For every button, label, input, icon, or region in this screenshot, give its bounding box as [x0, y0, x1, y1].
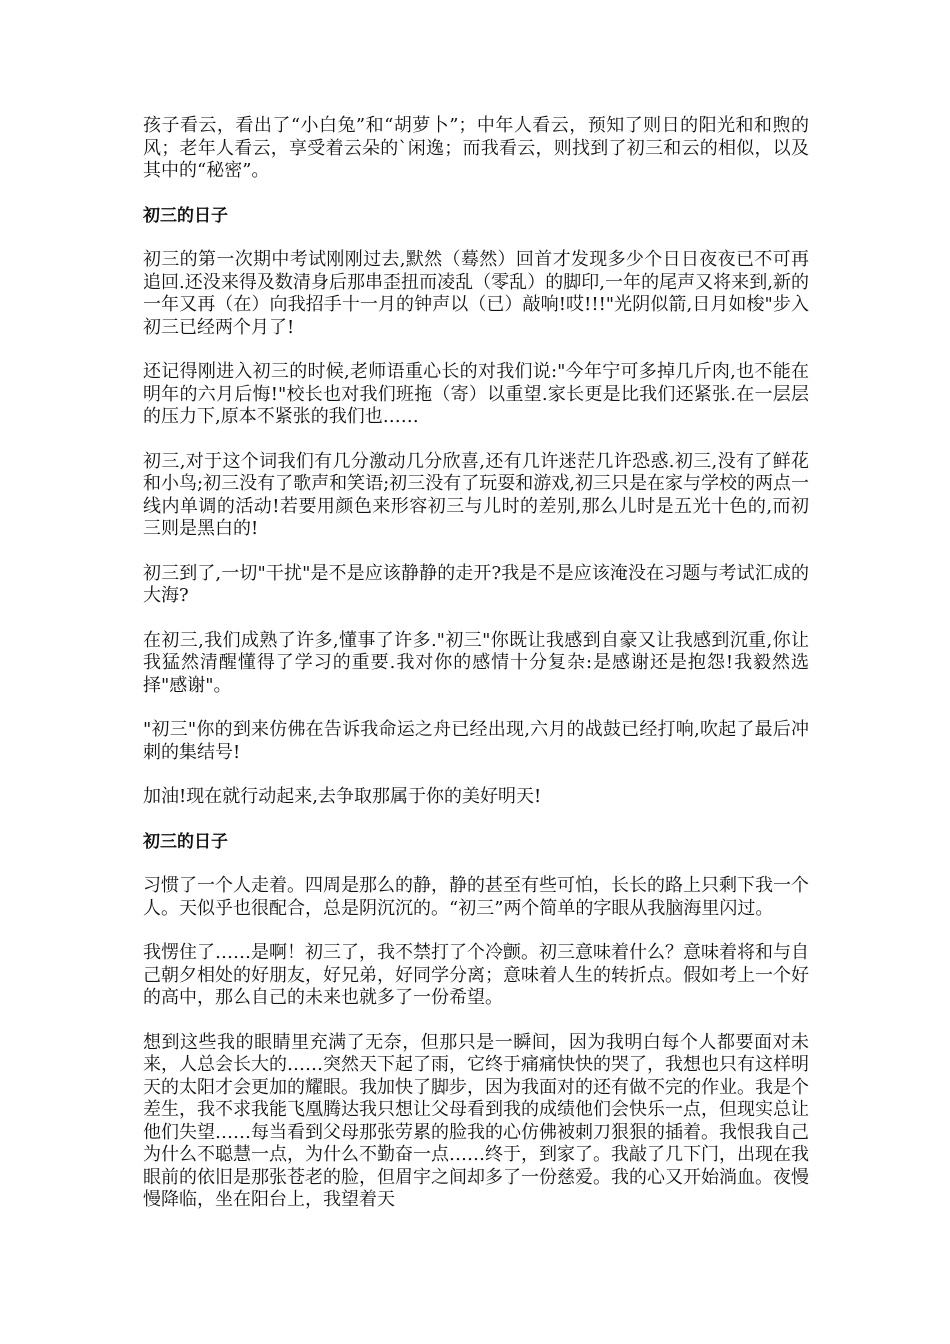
paragraph: 初三,对于这个词我们有几分激动几分欣喜,还有几许迷茫几许恐惑.初三,没有了鲜花和小鸟;初三没有了歌声和笑语;初三没有了玩耍和游戏,初三只是在家与学校的两点一线内单调的活动!若要用颜色来形容初三与儿时的差别,那么儿时是五光十色的,而初三则是黑白的! — [143, 450, 809, 539]
paragraph: 加油!现在就行动起来,去争取那属于你的美好明天! — [143, 786, 542, 807]
paragraph: 我愣住了……是啊！初三了，我不禁打了个冷颤。初三意味着什么？意味着将和与自己朝夕相处的好朋友，好兄弟，好同学分离；意味着人生的转折点。假如考上一个好的高中，那么自己的未来也就多了一份希望。 — [143, 942, 809, 1008]
paragraph: 想到这些我的眼睛里充满了无奈，但那只是一瞬间，因为我明白每个人都要面对未来，人总会长大的……突然天下起了雨，它终于痛痛快快的哭了，我想也只有这样明天的太阳才会更加的耀眼。我加快了脚步，因为我面对的还有做不完的作业。我是个差生，我不求我能飞凰腾达我只想让父母看到我的成绩他们会快乐一点，但现实总让他们失望……每当看到父母那张劳累的脸我的心仿佛被刺刀狠狠的插着。我恨我自己为什么不聪慧一点，为什么不勤奋一点……终于，到家了。我敲了几下门，出现在我眼前的依旧是那张苍老的脸，但眉宇之间却多了一份慈爱。我的心又开始淌血。夜慢慢降临，坐在阳台上，我望着天 — [143, 1031, 809, 1210]
paragraph: 初三到了,一切"干扰"是不是应该静静的走开?我是不是应该淹没在习题与考试汇成的大海? — [143, 562, 809, 606]
paragraph: 初三的第一次期中考试刚刚过去,默然（蓦然）回首才发现多少个日日夜夜已不可再追回.还没来得及数清身后那串歪扭而凌乱（零乱）的脚印,一年的尾声又将来到,新的一年又再（在）向我招手十一月的钟声以（已）敲响!哎!!!"光阴似箭,日月如梭"步入初三已经两个月了! — [143, 249, 809, 338]
paragraph: 还记得刚进入初三的时候,老师语重心长的对我们说:"今年宁可多掉几斤肉,也不能在明年的六月后悔!"校长也对我们班拖（寄）以重望.家长更是比我们还紧张.在一层层的压力下,原本不紧张的我们也…… — [143, 361, 809, 427]
paragraph: "初三"你的到来仿佛在告诉我命运之舟已经出现,六月的战鼓已经打响,吹起了最后冲刺的集结号! — [143, 719, 809, 763]
paragraph-intro: 孩子看云，看出了“小白兔”和“胡萝卜”；中年人看云，预知了则日的阳光和和煦的风；老年人看云，享受着云朵的`闲逸；而我看云，则找到了初三和云的相似，以及其中的“秘密”。 — [143, 115, 809, 181]
section-heading-1: 初三的日子 — [143, 205, 228, 226]
section-heading-2: 初三的日子 — [143, 831, 228, 852]
document-body — [143, 115, 809, 1234]
paragraph: 在初三,我们成熟了许多,懂事了许多."初三"你既让我感到自豪又让我感到沉重,你让我猛然清醒懂得了学习的重要.我对你的感情十分复杂:是感谢还是抱怨!我毅然选择"感谢"。 — [143, 629, 809, 696]
paragraph: 习惯了一个人走着。四周是那么的静，静的甚至有些可怕，长长的路上只剩下我一个人。天似乎也很配合，总是阴沉沉的。“初三”两个简单的字眼从我脑海里闪过。 — [143, 875, 809, 919]
